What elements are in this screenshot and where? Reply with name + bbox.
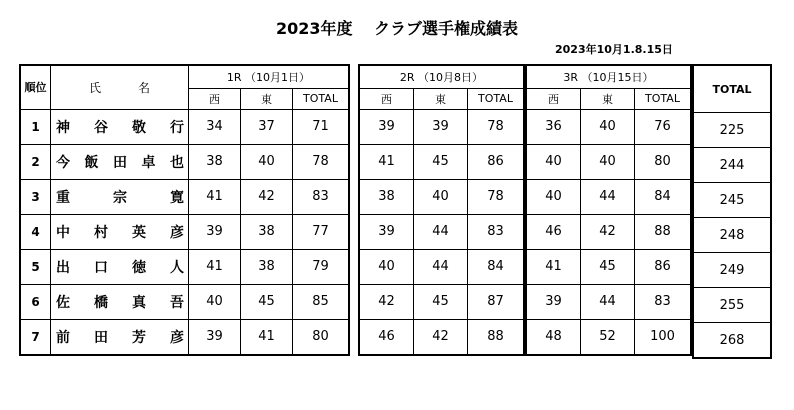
r3-round-total: 84: [635, 179, 692, 214]
r1-round-total: 80: [293, 319, 350, 355]
grand-total-cell: 245: [693, 183, 771, 218]
table-row: [20, 144, 349, 179]
table-row: [359, 284, 524, 319]
results-table-round2: [358, 64, 525, 356]
r1-west-score: 38: [189, 144, 241, 179]
player-name-char: 彦: [170, 329, 184, 346]
r1-round-total: 77: [293, 214, 350, 249]
r1-east-score: 40: [241, 144, 293, 179]
player-name-char: 也: [170, 154, 184, 171]
header-total: TOTAL: [635, 88, 692, 109]
player-name-char: 佐: [56, 294, 70, 311]
header-name-given: 名: [137, 80, 150, 95]
grand-total-cell: 255: [693, 288, 771, 323]
table-row: [693, 288, 771, 323]
header-west: 西: [526, 88, 581, 109]
r3-east-score: 42: [581, 214, 635, 249]
r1-west-score: 40: [189, 284, 241, 319]
r3-east-score: 40: [581, 109, 635, 144]
round-header-3: 3R （10月15日）: [526, 65, 691, 88]
player-name-cell: [51, 214, 189, 249]
r3-east-score: 40: [581, 144, 635, 179]
table-row: [526, 179, 691, 214]
r3-west-score: 40: [526, 179, 581, 214]
table-row: [359, 144, 524, 179]
player-name-cell: [51, 249, 189, 284]
r3-round-total: 76: [635, 109, 692, 144]
rank-cell: 4: [20, 214, 51, 249]
r2-east-score: 44: [414, 214, 468, 249]
r1-west-score: 41: [189, 179, 241, 214]
player-name-char: 飯: [84, 154, 99, 171]
table-row: [526, 249, 691, 284]
r3-west-score: 41: [526, 249, 581, 284]
r1-east-score: 42: [241, 179, 293, 214]
player-name-char: 彦: [170, 224, 184, 241]
r2-east-score: 45: [414, 144, 468, 179]
table-row: [526, 109, 691, 144]
player-name-char: 徳: [132, 259, 146, 276]
r3-round-total: 83: [635, 284, 692, 319]
rank-cell: 5: [20, 249, 51, 284]
r1-round-total: 83: [293, 179, 350, 214]
header-west: 西: [189, 88, 241, 109]
table-row: [693, 148, 771, 183]
rank-cell: 3: [20, 179, 51, 214]
player-name-char: 田: [94, 329, 108, 346]
table-row: [359, 179, 524, 214]
header-total: TOTAL: [293, 88, 350, 109]
player-name-char: 英: [132, 224, 146, 241]
table-row: [693, 183, 771, 218]
player-name-char: 中: [56, 224, 70, 241]
player-name-char: 重: [56, 189, 70, 206]
player-name-char: 今: [56, 154, 70, 171]
table-row: [20, 249, 349, 284]
player-name-char: 田: [113, 154, 127, 171]
header-east: 東: [581, 88, 635, 109]
r3-west-score: 48: [526, 319, 581, 355]
r2-round-total: 87: [468, 284, 525, 319]
player-name-char: 宗: [113, 189, 127, 206]
r2-west-score: 41: [359, 144, 414, 179]
header-rank: 順位: [20, 65, 51, 109]
r3-west-score: 36: [526, 109, 581, 144]
r3-east-score: 44: [581, 284, 635, 319]
player-name-char: 口: [94, 259, 108, 276]
table-row: [20, 179, 349, 214]
player-name-char: 前: [56, 329, 70, 346]
rank-cell: 1: [20, 109, 51, 144]
grand-total-cell: 248: [693, 218, 771, 253]
header-west: 西: [359, 88, 414, 109]
grand-total-cell: 244: [693, 148, 771, 183]
r2-west-score: 46: [359, 319, 414, 355]
r2-west-score: 40: [359, 249, 414, 284]
r1-east-score: 45: [241, 284, 293, 319]
player-name-cell: [51, 179, 189, 214]
page-title: 2023年度 クラブ選手権成績表: [275, 19, 519, 38]
player-name-char: 真: [132, 294, 146, 311]
player-name-cell: [51, 144, 189, 179]
header-east: 東: [241, 88, 293, 109]
r2-east-score: 44: [414, 249, 468, 284]
table-row: [359, 319, 524, 355]
results-table-round1: [19, 64, 350, 356]
r1-round-total: 71: [293, 109, 350, 144]
event-dates: 2023年10月1.8.15日: [555, 43, 673, 56]
player-name-cell: [51, 319, 189, 355]
results-table-round3: [525, 64, 692, 356]
player-name-char: 敬: [132, 119, 146, 136]
r2-west-score: 38: [359, 179, 414, 214]
r2-west-score: 42: [359, 284, 414, 319]
player-name-char: 芳: [132, 329, 146, 346]
r3-west-score: 39: [526, 284, 581, 319]
r1-west-score: 34: [189, 109, 241, 144]
r2-round-total: 78: [468, 179, 525, 214]
rank-cell: 7: [20, 319, 51, 355]
player-name-char: 人: [170, 259, 184, 276]
r1-east-score: 38: [241, 249, 293, 284]
player-name-char: 出: [56, 259, 70, 276]
r2-round-total: 78: [468, 109, 525, 144]
r2-round-total: 86: [468, 144, 525, 179]
player-name-char: 寛: [170, 189, 184, 206]
r1-west-score: 39: [189, 319, 241, 355]
player-name-cell: [51, 109, 189, 144]
r2-west-score: 39: [359, 109, 414, 144]
grand-total-cell: 225: [693, 113, 771, 148]
r1-east-score: 41: [241, 319, 293, 355]
table-row: [526, 284, 691, 319]
table-row: [526, 144, 691, 179]
r1-east-score: 38: [241, 214, 293, 249]
r1-round-total: 79: [293, 249, 350, 284]
r2-east-score: 42: [414, 319, 468, 355]
table-row: [20, 214, 349, 249]
player-name-char: 村: [94, 224, 108, 241]
table-row: [526, 214, 691, 249]
r2-round-total: 84: [468, 249, 525, 284]
table-row: [526, 319, 691, 355]
results-table-grand-total: [692, 64, 772, 359]
player-name-char: 吾: [170, 294, 184, 311]
r2-round-total: 88: [468, 319, 525, 355]
table-row: [20, 109, 349, 144]
r2-round-total: 83: [468, 214, 525, 249]
header-east: 東: [414, 88, 468, 109]
r1-west-score: 41: [189, 249, 241, 284]
player-name-char: 神: [56, 119, 70, 136]
rank-cell: 2: [20, 144, 51, 179]
header-grand-total: TOTAL: [693, 65, 771, 113]
grand-total-cell: 249: [693, 253, 771, 288]
player-name-char: 行: [170, 119, 184, 136]
r2-east-score: 40: [414, 179, 468, 214]
r2-west-score: 39: [359, 214, 414, 249]
r2-east-score: 45: [414, 284, 468, 319]
r3-west-score: 46: [526, 214, 581, 249]
player-name-char: 谷: [94, 119, 108, 136]
round-header-1: 1R （10月1日）: [189, 65, 350, 88]
player-name-cell: [51, 284, 189, 319]
r3-round-total: 86: [635, 249, 692, 284]
r3-east-score: 44: [581, 179, 635, 214]
header-name-surname: 氏: [89, 80, 102, 95]
table-row: [693, 323, 771, 359]
r3-west-score: 40: [526, 144, 581, 179]
table-row: [359, 249, 524, 284]
header-name: [51, 65, 189, 109]
r2-east-score: 39: [414, 109, 468, 144]
r3-round-total: 100: [635, 319, 692, 355]
r3-east-score: 45: [581, 249, 635, 284]
table-row: [359, 214, 524, 249]
grand-total-cell: 268: [693, 323, 771, 359]
r3-east-score: 52: [581, 319, 635, 355]
round-header-2: 2R （10月8日）: [359, 65, 524, 88]
table-row: [20, 319, 349, 355]
player-name-char: 橋: [94, 294, 108, 311]
table-row: [359, 109, 524, 144]
r3-round-total: 80: [635, 144, 692, 179]
r1-east-score: 37: [241, 109, 293, 144]
r1-west-score: 39: [189, 214, 241, 249]
table-row: [693, 218, 771, 253]
table-row: [693, 253, 771, 288]
rank-cell: 6: [20, 284, 51, 319]
r1-round-total: 78: [293, 144, 350, 179]
header-total: TOTAL: [468, 88, 525, 109]
table-row: [20, 284, 349, 319]
table-row: [693, 113, 771, 148]
r3-round-total: 88: [635, 214, 692, 249]
player-name-char: 卓: [141, 154, 156, 171]
r1-round-total: 85: [293, 284, 350, 319]
